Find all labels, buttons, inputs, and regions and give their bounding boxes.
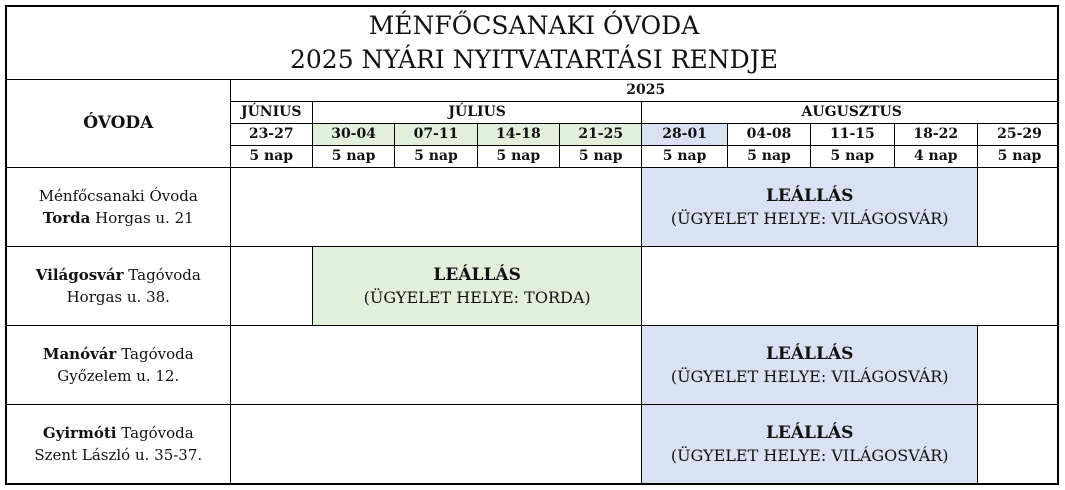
days-cell: 5 nap: [727, 146, 810, 168]
closure-note: (ÜGYELET HELYE: VILÁGOSVÁR): [670, 446, 949, 465]
closure-note: (ÜGYELET HELYE: VILÁGOSVÁR): [670, 209, 949, 228]
kindergarten-address: Horgas u. 21: [90, 209, 194, 227]
closure-note: (ÜGYELET HELYE: TORDA): [363, 288, 591, 307]
closure-cell: [642, 405, 978, 484]
open-period: [230, 247, 312, 326]
days-cell: 4 nap: [894, 146, 977, 168]
days-cell: 5 nap: [560, 146, 642, 168]
title-line-2: 2025 NYÁRI NYITVATARTÁSI RENDJE: [289, 45, 778, 74]
table-row: [7, 326, 1059, 405]
kindergarten-name-bold: Világosvár: [35, 266, 124, 284]
kindergarten-type: Tagóvoda: [116, 345, 194, 363]
days-cell: 5 nap: [395, 146, 477, 168]
kindergarten-name-bold: Manóvár: [42, 345, 117, 363]
week-cell: 23-27: [230, 124, 312, 146]
closure-title: LEÁLLÁS: [765, 186, 854, 206]
kindergarten-type: Tagóvoda: [116, 424, 194, 442]
open-period: [977, 168, 1059, 247]
kindergarten-address: Horgas u. 38.: [66, 288, 170, 306]
closure-title: LEÁLLÁS: [765, 423, 854, 443]
kindergarten-gyirmot: [7, 405, 230, 484]
month-july: JÚLIUS: [312, 102, 642, 124]
kindergarten-torda: [7, 168, 230, 247]
open-period: [230, 168, 642, 247]
week-cell: 28-01: [642, 124, 727, 146]
closure-cell: [312, 247, 642, 326]
month-august: AUGUSZTUS: [642, 102, 1059, 124]
week-cell: 21-25: [560, 124, 642, 146]
week-cell: 04-08: [727, 124, 810, 146]
open-period: [977, 326, 1059, 405]
closure-title: LEÁLLÁS: [765, 344, 854, 364]
days-cell: 5 nap: [977, 146, 1059, 168]
week-cell: 30-04: [312, 124, 394, 146]
days-cell: 5 nap: [642, 146, 727, 168]
kindergarten-address: Szent László u. 35-37.: [34, 446, 203, 464]
kindergarten-manovar: [7, 326, 230, 405]
kindergarten-name-bold: Torda: [42, 209, 91, 227]
open-period: [977, 405, 1059, 484]
schedule-frame: [5, 5, 1059, 485]
kindergarten-vilagosvar: [7, 247, 230, 326]
month-june: JÚNIUS: [230, 102, 312, 124]
week-cell: 14-18: [477, 124, 559, 146]
open-period: [642, 247, 1059, 326]
week-cell: 11-15: [811, 124, 894, 146]
week-cell: 25-29: [977, 124, 1059, 146]
days-cell: 5 nap: [477, 146, 559, 168]
open-period: [230, 405, 642, 484]
closure-note: (ÜGYELET HELYE: VILÁGOSVÁR): [670, 367, 949, 386]
table-row: [7, 168, 1059, 247]
ovoda-header: ÓVODA: [7, 80, 230, 168]
days-cell: 5 nap: [230, 146, 312, 168]
table-row: [7, 405, 1059, 484]
week-cell: 07-11: [395, 124, 477, 146]
title-line-1: MÉNFŐCSANAKI ÓVODA: [368, 11, 700, 40]
open-period: [230, 326, 642, 405]
table-row: [7, 247, 1059, 326]
year-header: 2025: [230, 80, 1059, 102]
closure-title: LEÁLLÁS: [433, 265, 521, 285]
closure-cell: [642, 326, 978, 405]
kindergarten-type: Tagóvoda: [123, 266, 201, 284]
days-cell: 5 nap: [312, 146, 394, 168]
page-title: [7, 7, 1059, 80]
schedule-table: [7, 7, 1059, 483]
kindergarten-address: Győzelem u. 12.: [57, 367, 180, 385]
days-cell: 5 nap: [811, 146, 894, 168]
closure-cell: [642, 168, 978, 247]
kindergarten-name-bold: Gyirmóti: [42, 424, 117, 442]
week-cell: 18-22: [894, 124, 977, 146]
kindergarten-line1: Ménfőcsanaki Óvoda: [38, 187, 198, 205]
